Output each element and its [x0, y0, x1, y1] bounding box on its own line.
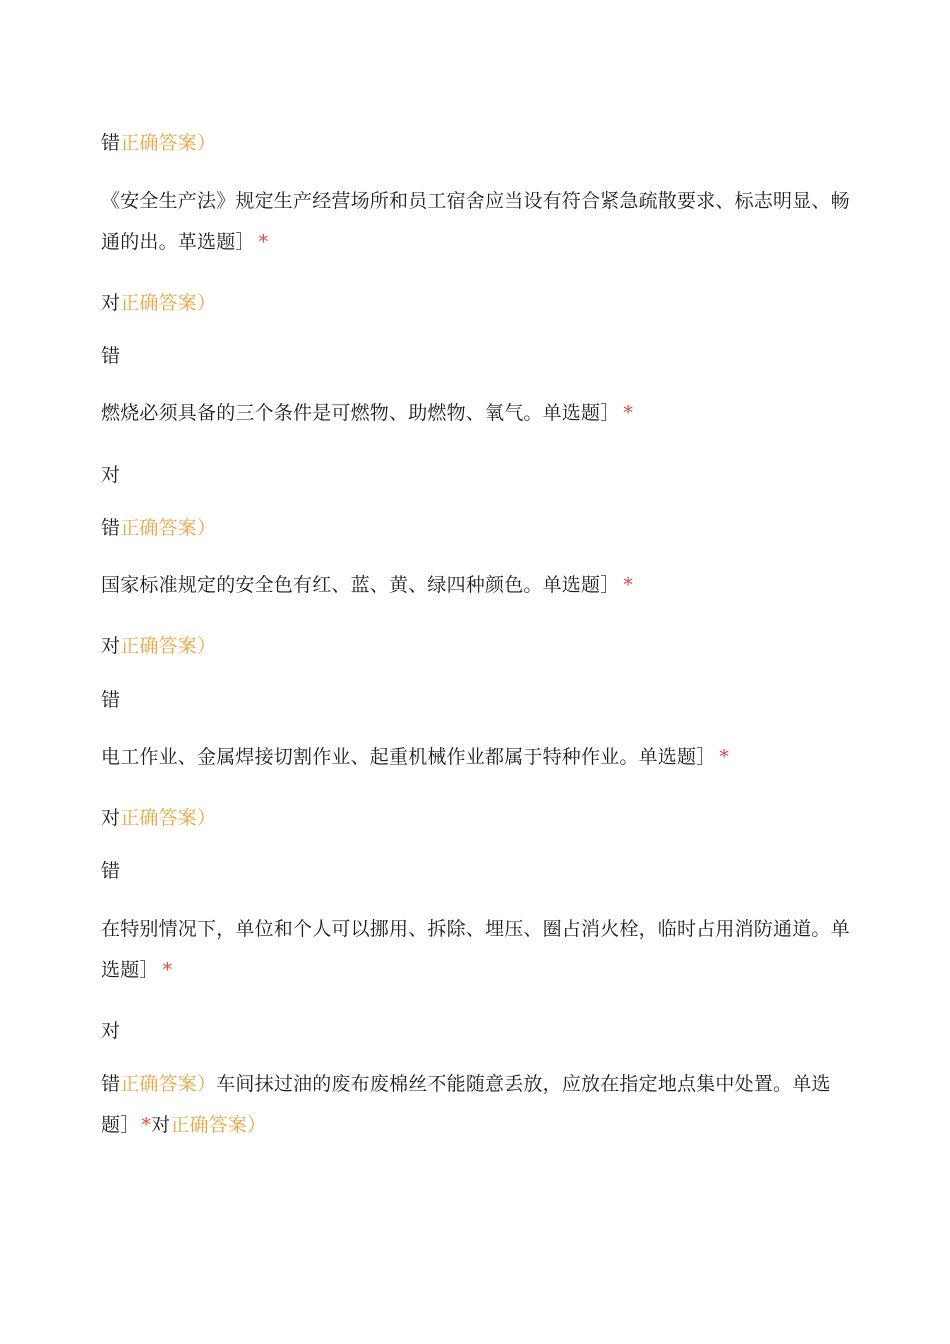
question-text-part: 国家标准规定的安全色有红、蓝、黄、绿四种颜色。单选题］: [101, 574, 620, 596]
option-text: 对: [101, 464, 121, 486]
correct-answer-label: 正确答案）: [120, 517, 217, 539]
correct-answer-label: 正确答案）: [120, 635, 217, 657]
correct-answer-label: 正确答案）: [120, 1073, 217, 1095]
option-text: 对: [101, 807, 121, 829]
question-text-part: 车间抹过油的废布废棉丝不能随意丢放，应放在指定地点集中处置。单选: [216, 1073, 831, 1095]
option-line: [101, 1011, 861, 1052]
question-text-part: 《安全生产法》规定生产经营场所和员工宿舍应当设有符合紧急疏散要求、标志明显、畅: [101, 190, 850, 212]
option-text: 对: [101, 635, 121, 657]
option-text: 对: [101, 292, 121, 314]
required-star-icon: *: [258, 231, 269, 253]
option-text: 错: [101, 860, 121, 882]
question-text: [101, 181, 861, 222]
question-text-part: 题］: [101, 1114, 140, 1136]
option-text: 错: [101, 517, 121, 539]
question-text: [101, 565, 861, 606]
required-star-icon: *: [141, 1114, 152, 1136]
answer-line: [101, 798, 861, 839]
question-text: [101, 393, 861, 434]
correct-answer-label: 正确答案）: [120, 292, 217, 314]
option-line: [101, 680, 861, 721]
question-text-part: 通的出。革选题］: [101, 231, 255, 253]
question-text-part: 选题］: [101, 959, 159, 981]
option-text: 错: [101, 1073, 121, 1095]
option-line: [101, 851, 861, 892]
required-star-icon: *: [719, 746, 730, 768]
question-text: [101, 222, 861, 263]
question-text: [101, 909, 861, 950]
option-text: 对: [101, 1020, 121, 1042]
required-star-icon: *: [623, 574, 634, 596]
answer-line: [101, 123, 861, 164]
answer-line: [101, 508, 861, 549]
answer-line: [101, 283, 861, 324]
answer-line: [101, 1064, 861, 1105]
option-text: 错: [101, 689, 121, 711]
option-text: 对: [151, 1114, 171, 1136]
required-star-icon: *: [623, 402, 634, 424]
question-text: [101, 737, 861, 778]
answer-line: [101, 626, 861, 667]
option-text: 错: [101, 345, 121, 367]
required-star-icon: *: [162, 959, 173, 981]
question-text: [101, 950, 861, 991]
option-line: [101, 455, 861, 496]
correct-answer-label: 正确答案）: [120, 132, 217, 154]
question-text-part: 电工作业、金属焊接切割作业、起重机械作业都属于特种作业。单选题］: [101, 746, 716, 768]
correct-answer-label: 正确答案）: [170, 1114, 267, 1136]
correct-answer-label: 正确答案）: [120, 807, 217, 829]
question-text-part: 燃烧必须具备的三个条件是可燃物、助燃物、氧气。单选题］: [101, 402, 620, 424]
question-text-part: 在特别情况下，单位和个人可以挪用、拆除、埋压、圈占消火栓，临时占用消防通道。单: [101, 918, 850, 940]
answer-line: [101, 1105, 861, 1146]
option-line: [101, 336, 861, 377]
option-text: 错: [101, 132, 121, 154]
